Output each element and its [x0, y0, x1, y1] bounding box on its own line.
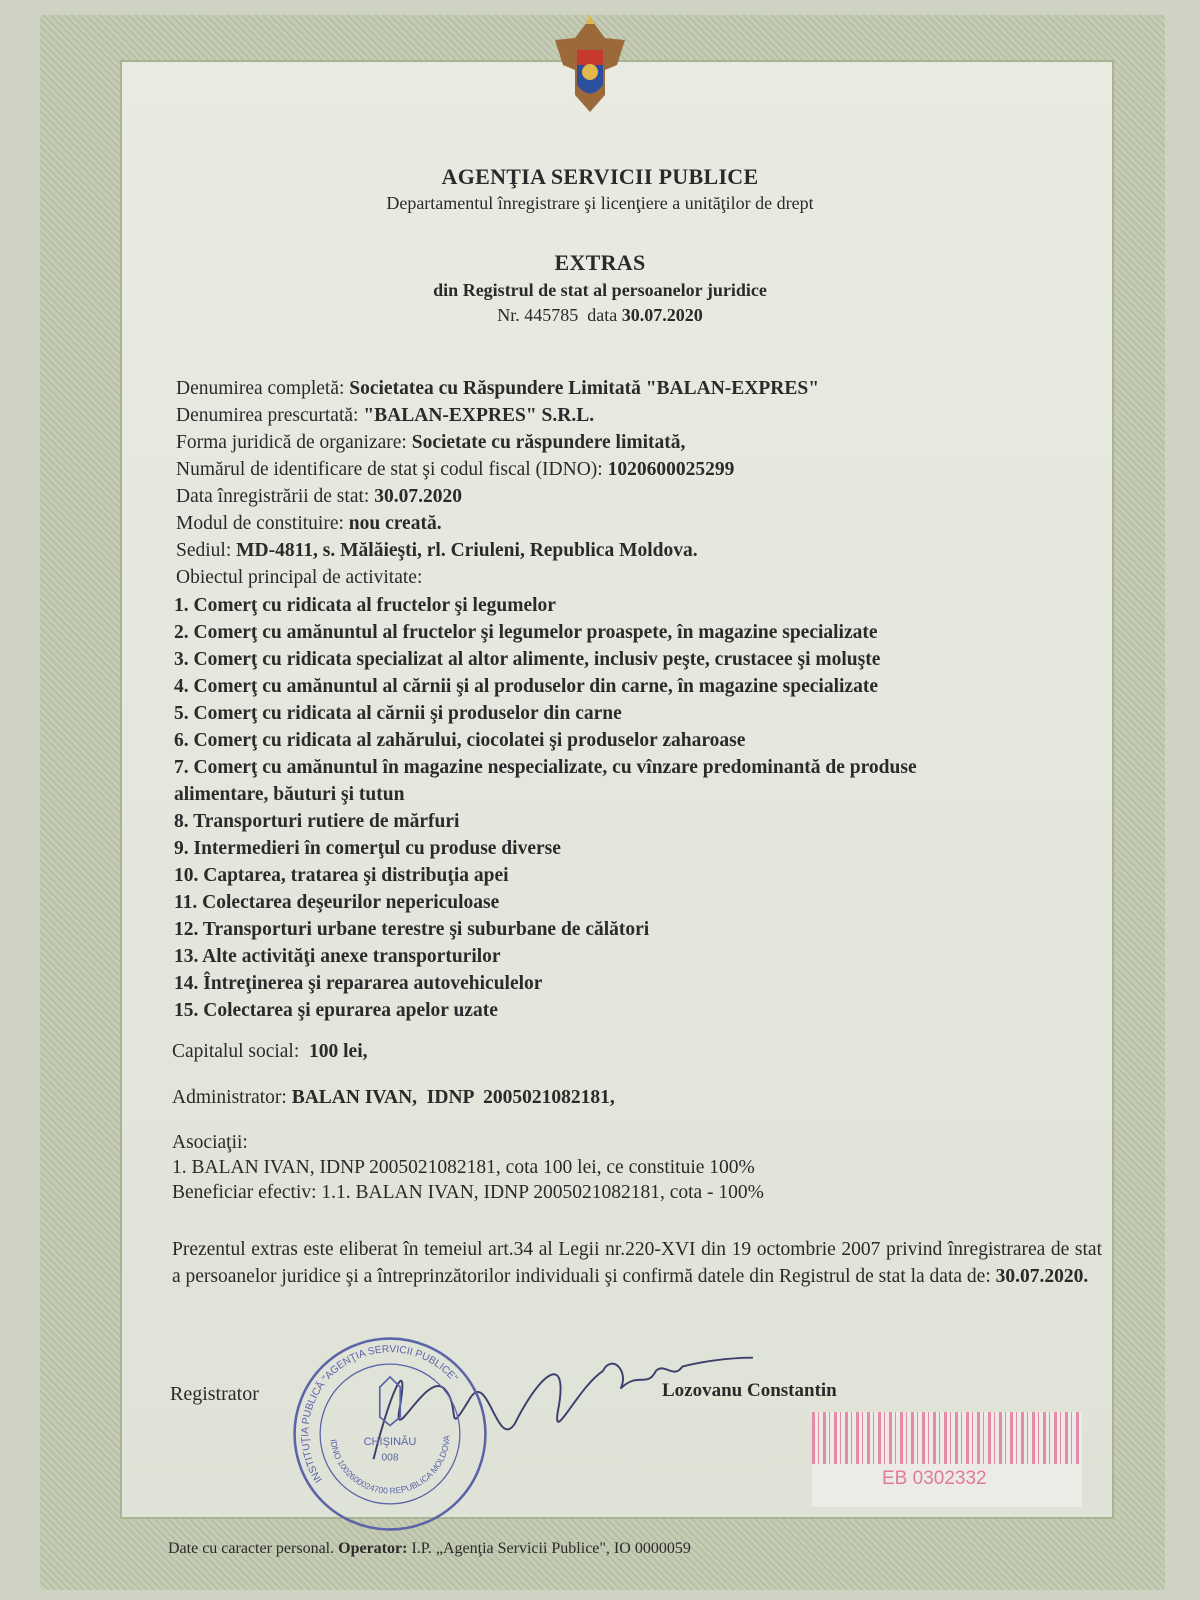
footer-note	[168, 1540, 691, 1558]
field-label: Sediul:	[176, 540, 232, 561]
activity-item: 10. Captarea, tratarea şi distribuţia apei	[174, 865, 509, 886]
administrator-line	[172, 1084, 615, 1111]
activity-item: 11. Colectarea deşeurilor nepericuloase	[174, 892, 500, 913]
field-value: MD-4811, s. Mălăieşti, rl. Criuleni, Republica Moldova.	[236, 540, 698, 561]
barcode	[812, 1412, 1082, 1507]
field-short-name	[176, 402, 819, 429]
capital-value: 100 lei,	[309, 1041, 368, 1062]
statement-text: Prezentul extras este eliberat în temeiul art.34 al Legii nr.220-XVI din 19 octombrie 2007 privind înregistrarea de stat a persoanelor juridice şi a întreprinzătorilor individuali şi confirmă datele din Registrul de stat la data de:	[172, 1239, 1102, 1287]
field-constitution-mode	[176, 510, 819, 537]
activities-list	[174, 592, 917, 1024]
field-value: 30.07.2020	[374, 486, 462, 507]
field-label: Numărul de identificare de stat şi codul fiscal (IDNO):	[176, 459, 603, 480]
field-value: Societate cu răspundere limitată,	[411, 432, 686, 453]
stamp-emblem-icon	[380, 1377, 400, 1426]
activity-item: 1. Comerţ cu ridicata al fructelor şi legumelor	[174, 595, 556, 616]
company-fields	[176, 375, 819, 591]
department-name: Departamentul înregistrare şi licenţiere a unităţilor de drept	[386, 193, 814, 213]
activity-item: 7. Comerţ cu amănuntul în magazine nespecializate, cu vînzare predominantă de produse	[174, 757, 917, 778]
activities-label: Obiectul principal de activitate:	[176, 567, 423, 588]
official-stamp	[292, 1336, 488, 1532]
activity-item: 2. Comerţ cu amănuntul al fructelor şi legumelor proaspete, în magazine specializate	[174, 622, 878, 643]
date-label: data	[587, 305, 618, 325]
stamp-city: CHIŞINĂU	[363, 1436, 417, 1449]
stamp-number: 008	[381, 1452, 399, 1464]
document-number-line	[0, 305, 1200, 326]
field-label: Denumirea completă:	[176, 378, 345, 399]
operator-label: Operator:	[338, 1540, 408, 1557]
activity-item: 14. Întreţinerea şi repararea autovehiculelor	[174, 973, 543, 994]
field-idno	[176, 456, 819, 483]
capital-line	[172, 1038, 368, 1065]
administrator-value: BALAN IVAN, IDNP 2005021082181,	[291, 1087, 615, 1108]
activity-item: 4. Comerţ cu amănuntul al cărnii şi al produselor din carne, în magazine specializate	[174, 676, 878, 697]
field-label: Forma juridică de organizare:	[176, 432, 407, 453]
field-headquarters	[176, 537, 819, 564]
registrar-name: Lozovanu Constantin	[662, 1380, 837, 1401]
barcode-bars	[812, 1412, 1082, 1464]
footer-prefix: Date cu caracter personal.	[168, 1540, 335, 1557]
associates-label: Asociaţii:	[172, 1132, 248, 1153]
number-label: Nr.	[497, 305, 520, 325]
field-legal-form	[176, 429, 819, 456]
document-subtitle: din Registrul de stat al persoanelor juridice	[433, 280, 767, 300]
field-label: Denumirea prescurtată:	[176, 405, 359, 426]
activity-item: 13. Alte activităţi anexe transporturilor	[174, 946, 501, 967]
field-value: nou creată.	[348, 513, 442, 534]
field-value: "BALAN-EXPRES" S.R.L.	[363, 405, 595, 426]
document-number: 445785	[524, 305, 579, 325]
barcode-number: EB 0302332	[882, 1468, 987, 1489]
activity-item: 8. Transporturi rutiere de mărfuri	[174, 811, 460, 832]
field-label: Data înregistrării de stat:	[176, 486, 370, 507]
beneficiary-line: Beneficiar efectiv: 1.1. BALAN IVAN, IDNP 2005021082181, cota - 100%	[172, 1182, 764, 1203]
activity-item: 12. Transporturi urbane terestre şi suburbane de călători	[174, 919, 650, 940]
field-value: 1020600025299	[607, 459, 735, 480]
registrar-label: Registrator	[170, 1383, 259, 1405]
activity-item: 6. Comerţ cu ridicata al zahărului, ciocolatei şi produselor zaharoase	[174, 730, 746, 751]
capital-label: Capitalul social:	[172, 1041, 300, 1062]
associate-line: 1. BALAN IVAN, IDNP 2005021082181, cota 100 lei, ce constituie 100%	[172, 1157, 755, 1178]
field-full-name	[176, 375, 819, 402]
activity-item: 3. Comerţ cu ridicata specializat al altor alimente, inclusiv peşte, crustacee şi moluşte	[174, 649, 881, 670]
associates-block	[172, 1130, 764, 1205]
coat-of-arms-icon	[545, 10, 635, 120]
operator-value: I.P. „Agenţia Servicii Publice", IO 0000059	[411, 1540, 691, 1557]
administrator-label: Administrator:	[172, 1087, 287, 1108]
legal-statement	[172, 1236, 1102, 1290]
stamp-bottom-text: IDNO 1002600024700 REPUBLICA MOLDOVA	[328, 1434, 452, 1496]
document-title: EXTRAS	[554, 250, 646, 275]
statement-date: 30.07.2020.	[995, 1266, 1089, 1287]
stamp-top-text: INSTITUŢIA PUBLICĂ "AGENŢIA SERVICII PUBLICE"	[300, 1344, 460, 1485]
field-registration-date	[176, 483, 819, 510]
activity-item: 15. Colectarea şi epurarea apelor uzate	[174, 1000, 498, 1021]
activity-item: 5. Comerţ cu ridicata al cărnii şi produselor din carne	[174, 703, 622, 724]
field-value: Societatea cu Răspundere Limitată "BALAN-EXPRES"	[349, 378, 820, 399]
field-label: Modul de constituire:	[176, 513, 344, 534]
activity-item: 9. Intermedieri în comerţul cu produse diverse	[174, 838, 561, 859]
agency-title: AGENŢIA SERVICII PUBLICE	[441, 164, 759, 189]
activity-item-continuation: alimentare, băuturi şi tutun	[174, 784, 405, 805]
document-date: 30.07.2020	[621, 305, 703, 325]
